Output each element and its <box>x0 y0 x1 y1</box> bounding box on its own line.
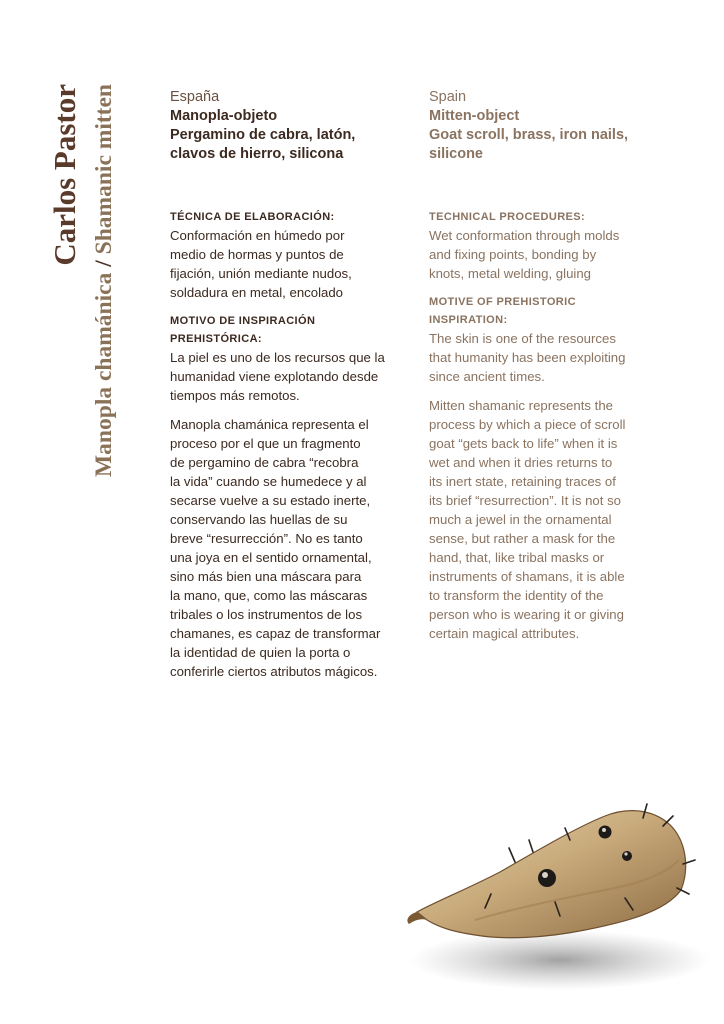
materials-line: Manopla-objeto <box>170 108 278 124</box>
country: España <box>170 89 220 105</box>
text-line: una joya en el sentido ornamental, <box>170 550 372 565</box>
text-line: la mano, que, como las máscaras <box>170 588 368 603</box>
text-line: Manopla chamánica representa el <box>170 417 369 432</box>
motive-paragraph-1 <box>170 348 420 405</box>
technique-heading: TECHNICAL PROCEDURES: <box>429 211 586 223</box>
rivet-icon <box>622 851 632 861</box>
materials-line: silicone <box>429 146 483 162</box>
materials-line: Mitten-object <box>429 108 520 124</box>
heading-line: INSPIRATION: <box>429 314 508 326</box>
text-line: de pergamino de cabra “recobra <box>170 455 359 470</box>
technique-text <box>429 226 674 283</box>
english-column <box>429 88 674 643</box>
materials-line: Goat scroll, brass, iron nails, <box>429 127 629 143</box>
text-line: its inert state, retaining traces of <box>429 474 616 489</box>
text-line: process by which a piece of scroll <box>429 417 626 432</box>
text-line: hand, that, like tribal masks or <box>429 550 605 565</box>
text-line: Mitten shamanic represents the <box>429 398 613 413</box>
text-line: its brief “resurrection”. It is not so <box>429 493 622 508</box>
heading-line: MOTIVE OF PREHISTORIC <box>429 296 576 308</box>
text-line: much a jewel in the ornamental <box>429 512 612 527</box>
heading-line: PREHISTÓRICA: <box>170 333 262 345</box>
work-title-es: Manopla chamánica <box>91 272 117 477</box>
text-line: since ancient times. <box>429 369 545 384</box>
text-line: fijación, unión mediante nudos, <box>170 266 352 281</box>
text-line: instruments of shamans, it is able <box>429 569 625 584</box>
text-line: that humanity has been exploiting <box>429 350 626 365</box>
text-line: chamanes, es capaz de transformar <box>170 626 381 641</box>
text-line: La piel es uno de los recursos que la <box>170 350 385 365</box>
text-line: secarse vuelve a su estado inerte, <box>170 493 371 508</box>
text-line: person who is wearing it or giving <box>429 607 624 622</box>
work-title-en: Shamanic mitten <box>91 84 117 255</box>
text-line: tiempos más remotos. <box>170 388 300 403</box>
spanish-column <box>170 88 420 681</box>
text-line: la identidad de quien la porta o <box>170 645 351 660</box>
motive-heading <box>429 293 674 329</box>
materials-line: clavos de hierro, silicona <box>170 146 344 162</box>
text-line: and fixing points, bonding by <box>429 247 597 262</box>
text-line: conferirle ciertos atributos mágicos. <box>170 664 378 679</box>
mitten-artwork-image <box>395 790 715 1000</box>
work-title <box>86 84 122 604</box>
materials <box>429 107 674 164</box>
text-line: la vida” cuando se humedece y al <box>170 474 367 489</box>
text-line: Wet conformation through molds <box>429 228 620 243</box>
materials <box>170 107 420 164</box>
text-line: sino más bien una máscara para <box>170 569 362 584</box>
materials-line: Pergamino de cabra, latón, <box>170 127 356 143</box>
text-line: conservando las huellas de su <box>170 512 348 527</box>
heading-line: MOTIVO DE INSPIRACIÓN <box>170 315 316 327</box>
artist-name: Carlos Pastor <box>47 84 82 266</box>
text-line: medio de hormas y puntos de <box>170 247 344 262</box>
rivet-icon <box>542 872 548 878</box>
text-line: Conformación en húmedo por <box>170 228 345 243</box>
rivet-icon <box>599 826 612 839</box>
text-line: sense, but rather a mask for the <box>429 531 616 546</box>
rivet-icon <box>602 828 606 832</box>
text-line: wet and when it dries returns to <box>429 455 613 470</box>
technique-text <box>170 226 420 302</box>
text-line: goat “gets back to life” when it is <box>429 436 618 451</box>
motive-heading <box>170 312 420 348</box>
vertical-title <box>44 84 134 604</box>
text-line: breve “resurrección”. No es tanto <box>170 531 363 546</box>
artwork-shadow <box>410 930 710 990</box>
text-line: to transform the identity of the <box>429 588 604 603</box>
motive-paragraph-2 <box>170 415 420 681</box>
title-separator: / <box>91 260 117 267</box>
rivet-icon <box>538 869 556 887</box>
motive-paragraph-1 <box>429 329 674 386</box>
text-line: certain magical attributes. <box>429 626 580 641</box>
technique-heading: TÉCNICA DE ELABORACIÓN: <box>170 211 335 223</box>
rivet-icon <box>624 852 627 855</box>
text-line: tribales o los instrumentos de los <box>170 607 363 622</box>
text-line: knots, metal welding, gluing <box>429 266 592 281</box>
text-line: The skin is one of the resources <box>429 331 616 346</box>
text-line: humanidad viene explotando desde <box>170 369 379 384</box>
text-line: soldadura en metal, encolado <box>170 285 344 300</box>
text-line: proceso por el que un fragmento <box>170 436 361 451</box>
country: Spain <box>429 89 467 105</box>
motive-paragraph-2 <box>429 396 674 643</box>
